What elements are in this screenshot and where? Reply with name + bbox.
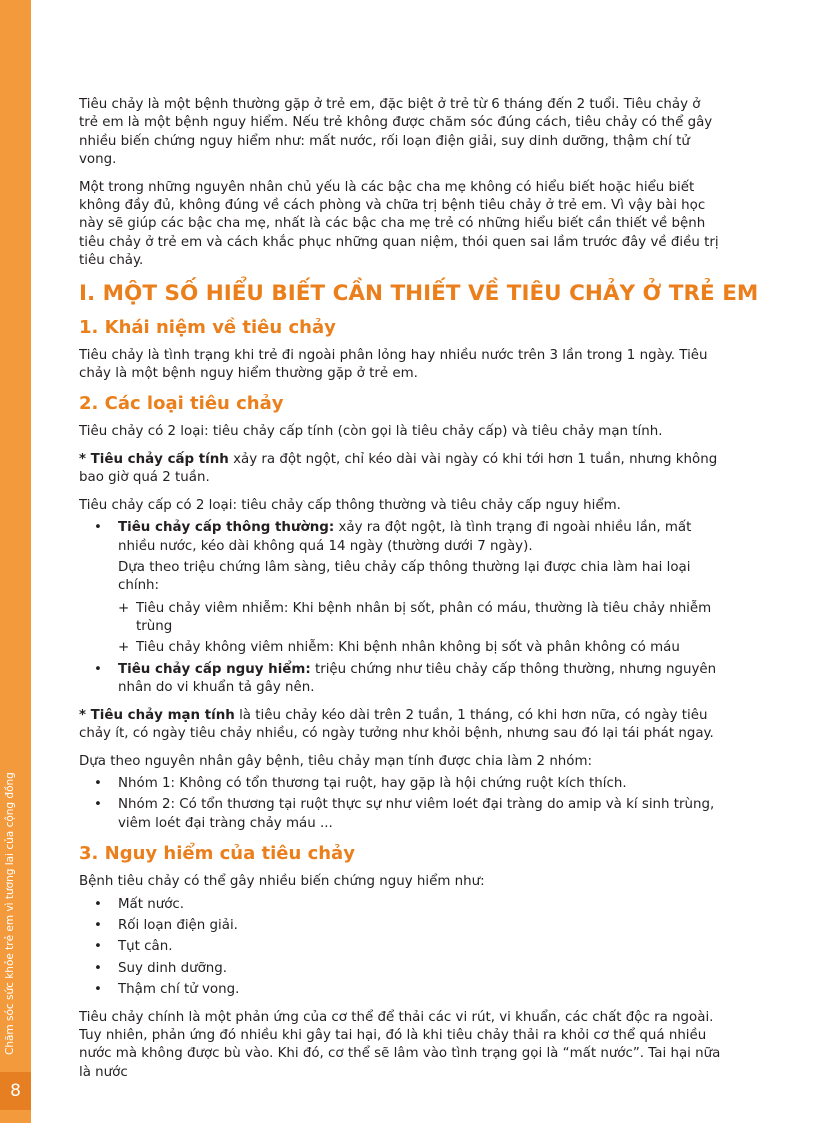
acute-label: * Tiêu chảy cấp tính [79,451,229,467]
acute-types-list [79,519,721,698]
list-item: • Rối loạn điện giải. [79,917,721,935]
page-content [79,96,759,1091]
subsection-heading-2: 2. Các loại tiêu chảy [79,393,284,415]
subsection-heading-1: 1. Khái niệm về tiêu chảy [79,316,336,338]
complications-list [79,896,721,1000]
page-number: 8 [0,1072,31,1110]
danger-acute-text: triệu chứng như tiêu chảy cấp thông thường, nhưng nguyên nhân do vi khuẩn tả gây nên. [118,661,717,696]
definition-paragraph: Tiêu chảy là tình trạng khi trẻ đi ngoài phân lỏng hay nhiều nước trên 3 lần trong 1 ngày. Tiêu chảy là một bệnh nguy hiểm thường gặp ở trẻ em. [79,347,708,382]
intro-paragraph-1: Tiêu chảy là một bệnh thường gặp ở trẻ em, đặc biệt ở trẻ từ 6 tháng đến 2 tuổi. Tiêu chảy ở trẻ em là một bệnh nguy hiểm. Nếu trẻ không được chăm sóc đúng cách, tiêu chảy có thể gây nhiều biến chứng nguy hiểm như: mất nước, rối loạn điện giải, suy dinh dưỡng, thậm chí tử vong. [79,97,713,168]
normal-acute-label: Tiêu chảy cấp thông thường: [118,520,335,536]
intro-paragraph-2: Một trong những nguyên nhân chủ yếu là các bậc cha mẹ không có hiểu biết hoặc hiểu biết không đầy đủ, không đúng về cách phòng và chữa trị bệnh tiêu chảy ở trẻ em. Vì vậy bài học này sẽ giúp các bậc cha mẹ, nhất là các bậc cha mẹ trẻ có những hiểu biết cần thiết về bệnh tiêu chảy ở trẻ em và cách khắc phục những quan niệm, thói quen sai lầm trước đây về điều trị tiêu chảy. [79,179,719,269]
list-item [79,661,721,698]
chronic-label: * Tiêu chảy mạn tính [79,707,235,723]
acute-text: xảy ra đột ngột, chỉ kéo dài vài ngày có khi tới hơn 1 tuần, nhưng không bao giờ quá 2 tuần. [79,451,718,486]
chronic-text: là tiêu chảy kéo dài trên 2 tuần, 1 tháng, có khi hơn nữa, có ngày tiêu chảy ít, có ngày tiêu chảy nhiều, có ngày tưởng như khỏi bệnh, nhưng sau đó lại tái phát ngay. [79,707,714,742]
danger-acute-label: Tiêu chảy cấp nguy hiểm: [118,661,311,677]
normal-acute-subtext: Dựa theo triệu chứng lâm sàng, tiêu chảy cấp thông thường lại được chia làm hai loại chính: [118,559,691,594]
chronic-paragraph [79,707,721,744]
list-item [79,519,721,657]
list-item: + Tiêu chảy viêm nhiễm: Khi bệnh nhân bị sốt, phân có máu, thường là tiêu chảy nhiễm trùng [118,600,721,637]
chronic-groups-paragraph: Dựa theo nguyên nhân gây bệnh, tiêu chảy mạn tính được chia làm 2 nhóm: [79,753,593,769]
list-item: • Nhóm 1: Không có tổn thương tại ruột, hay gặp là hội chứng ruột kích thích. [79,775,721,793]
list-item: • Suy dinh dưỡng. [79,960,721,978]
acute-paragraph [79,451,721,488]
normal-acute-text: xảy ra đột ngột, là tình trạng đi ngoài nhiều lần, mất nhiều nước, kéo dài không quá 14 ngày (thường dưới 7 ngày). [118,520,692,554]
acute-types-paragraph: Tiêu chảy cấp có 2 loại: tiêu chảy cấp thông thường và tiêu chảy cấp nguy hiểm. [79,497,621,513]
list-item: • Thậm chí tử vong. [79,981,721,999]
list-item: • Tụt cân. [79,938,721,956]
side-bar [0,0,31,1123]
section-heading: I. MỘT SỐ HIỂU BIẾT CẦN THIẾT VỀ TIÊU CHẢY Ở TRẺ EM [79,280,759,306]
list-item: • Mất nước. [79,896,721,914]
list-item: + Tiêu chảy không viêm nhiễm: Khi bệnh nhân không bị sốt và phân không có máu [118,639,721,657]
types-paragraph: Tiêu chảy có 2 loại: tiêu chảy cấp tính (còn gọi là tiêu chảy cấp) và tiêu chảy mạn tính. [79,424,663,440]
side-vertical-text: Chăm sóc sức khỏe trẻ em vì tương lai của cộng đồng [4,772,16,1055]
list-item: • Nhóm 2: Có tổn thương tại ruột thực sự như viêm loét đại tràng do amip và kí sinh trùng, viêm loét đại tràng chảy máu ... [79,796,721,833]
danger-intro-paragraph: Bệnh tiêu chảy có thể gây nhiều biến chứng nguy hiểm như: [79,874,485,890]
normal-acute-subtypes [118,600,721,657]
closing-paragraph: Tiêu chảy chính là một phản ứng của cơ thể để thải các vi rút, vi khuẩn, các chất độc ra ngoài. Tuy nhiên, phản ứng đó nhiều khi gây tai hại, đó là khi tiêu chảy thải ra khỏi cơ thể quá nhiều nước mà không được bù vào. Khi đó, cơ thể sẽ lâm vào tình trạng gọi là “mất nước”. Tai hại nữa là nước [79,1009,721,1080]
chronic-groups-list [79,775,721,833]
subsection-heading-3: 3. Nguy hiểm của tiêu chảy [79,843,355,865]
